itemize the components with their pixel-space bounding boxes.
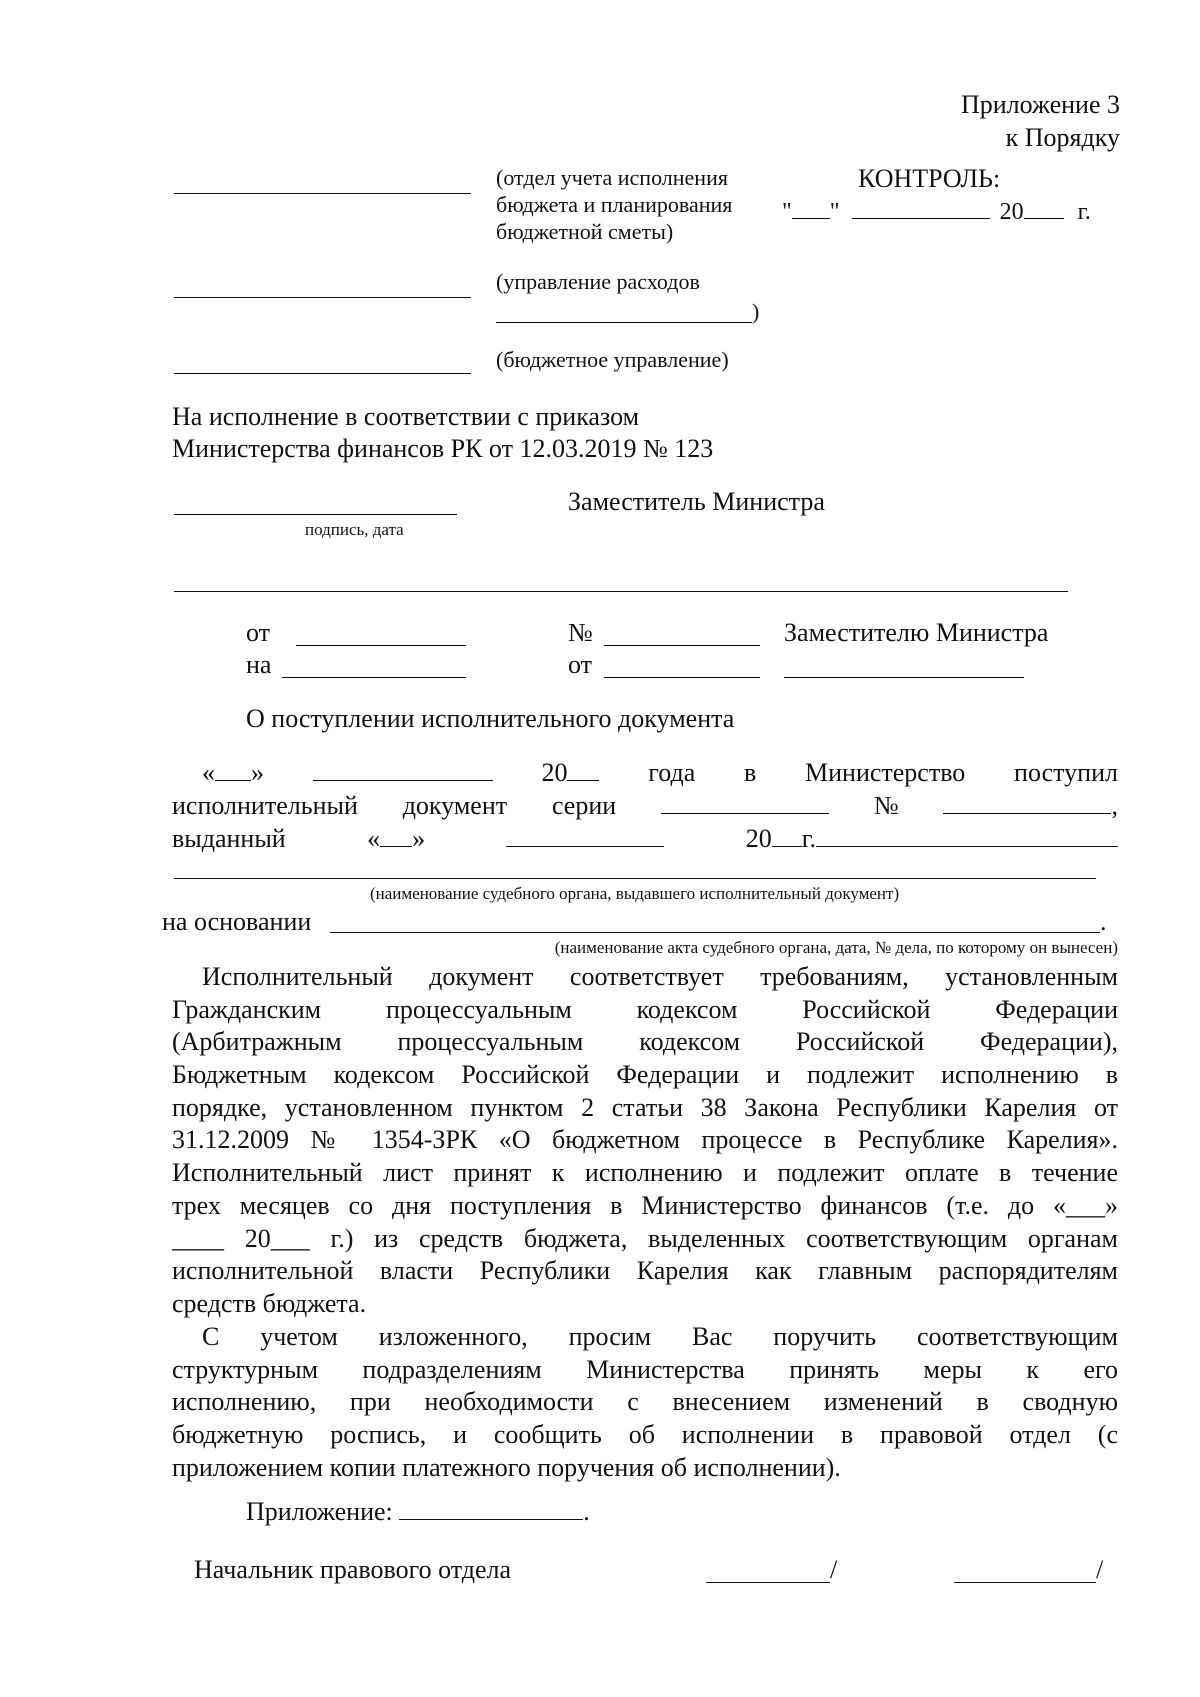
accounting-dept-signature-line	[174, 193, 471, 194]
signature-caption: подпись, дата	[305, 520, 404, 539]
issued-quote-close: »	[412, 824, 426, 853]
receipt-word-document: документ	[402, 791, 508, 820]
receipt-word-series: серии	[551, 791, 617, 820]
number-label: №	[568, 618, 593, 647]
issued-month-blank	[506, 824, 664, 847]
addressee-name-line	[784, 677, 1024, 678]
month-blank	[852, 196, 990, 219]
court-caption: (наименование судебного органа, выдавшего исполнительный документ)	[370, 884, 900, 903]
appendix-number: Приложение 3	[960, 90, 1120, 119]
basis-period: .	[1100, 907, 1107, 936]
signature-slash-2: /	[1096, 1555, 1104, 1584]
attachment-blank	[399, 1497, 583, 1520]
control-title: КОНТРОЛЬ:	[858, 164, 1001, 193]
receipt-word-ministry: Министерство	[805, 758, 966, 787]
body-paragraph-2	[172, 1321, 1118, 1484]
year-blank	[1024, 196, 1064, 219]
year-suffix: г.	[1077, 199, 1091, 225]
receipt-line-2	[172, 789, 1118, 822]
receipt-year-blank	[567, 758, 599, 781]
accounting-dept-label-3: бюджетной сметы)	[496, 219, 674, 244]
p1-line: средств бюджета.	[172, 1288, 367, 1318]
deputy-signature-line	[174, 514, 457, 515]
p2-line: структурным подразделениям Министерства принять меры к его	[172, 1354, 1118, 1384]
p1-line: исполнительной власти Республики Карелия как главным распорядителям	[172, 1256, 1118, 1286]
receipt-word-executive: исполнительный	[172, 791, 358, 820]
separator-line	[174, 591, 1068, 592]
head-name-line	[954, 1582, 1096, 1583]
addressee: Заместителю Министра	[784, 618, 1049, 647]
p2-line: С учетом изложенного, просим Вас поручить соответствующим	[202, 1322, 1118, 1351]
issued-rest-blank	[816, 824, 1118, 847]
appendix-reference: к Порядку	[1005, 123, 1120, 152]
receipt-quote-open: «	[202, 758, 215, 787]
date-quote-open: "	[782, 199, 792, 225]
attachment-period: .	[583, 1497, 590, 1526]
expense-dept-label: (управление расходов	[496, 269, 700, 294]
number-line	[604, 645, 760, 646]
date-quote-close: "	[829, 199, 840, 225]
p1-line: Бюджетным кодексом Российской Федерации и подлежит исполнению в	[172, 1060, 1118, 1090]
receipt-day-blank	[215, 758, 251, 781]
p1-line: Исполнительный лист принят к исполнению и подлежит оплате в течение	[172, 1158, 1118, 1188]
p1-line: 31.12.2009 № 1354-ЗРК «О бюджетном процессе в Республике Карелия».	[172, 1125, 1118, 1155]
issued-quote-open: «	[367, 824, 381, 853]
signature-slash-1: /	[830, 1555, 838, 1584]
receipt-word-in: в	[743, 758, 757, 787]
issued-year: 20	[745, 824, 772, 853]
basis-label: на основании	[162, 907, 312, 936]
letter-subject: О поступлении исполнительного документа	[246, 704, 735, 733]
attachment-label: Приложение:	[246, 1497, 393, 1526]
to-label: на	[246, 650, 272, 679]
budget-dept-signature-line	[174, 373, 471, 374]
from-date-line	[296, 645, 466, 646]
expense-dept-paren: )	[752, 299, 760, 324]
p1-line: Исполнительный документ соответствует требованиям, установленным	[202, 962, 1118, 991]
receipt-word-issued: выданный	[172, 824, 286, 853]
receipt-comma: ,	[1111, 791, 1118, 820]
receipt-word-year: года	[648, 758, 696, 787]
number-from-label: от	[568, 650, 593, 679]
to-ref-line	[282, 677, 466, 678]
expense-dept-signature-line	[174, 297, 471, 298]
head-title: Начальник правового отдела	[194, 1555, 512, 1584]
receipt-year: 20	[541, 758, 568, 787]
receipt-word-received: поступил	[1014, 758, 1118, 787]
act-caption: (наименование акта судебного органа, дата, № дела, по которому он вынесен)	[554, 938, 1118, 957]
issued-day-blank	[380, 824, 412, 847]
accounting-dept-label-1: (отдел учета исполнения	[496, 165, 728, 190]
p2-line: приложением копии платежного поручения об исполнении).	[172, 1452, 841, 1482]
p2-line: исполнению, при необходимости с внесением изменений в сводную	[172, 1387, 1118, 1417]
order-line-1: На исполнение в соответствии с приказом	[172, 402, 640, 431]
receipt-quote-close: »	[251, 758, 264, 787]
issued-year-blank	[772, 824, 802, 847]
receipt-number-sign: №	[873, 791, 899, 820]
day-blank	[792, 196, 830, 219]
document-number-blank	[943, 791, 1111, 814]
from-label: от	[246, 618, 271, 647]
receipt-line-1	[172, 756, 1118, 789]
p1-line: порядке, установленном пунктом 2 статьи 38 Закона Республики Карелия от	[172, 1092, 1118, 1122]
receipt-month-blank	[313, 758, 493, 781]
p1-line: трех месяцев со дня поступления в Министерство финансов (т.е. до «___»	[172, 1190, 1118, 1220]
deputy-title: Заместитель Министра	[568, 487, 825, 516]
series-blank	[661, 791, 829, 814]
p2-line: бюджетную роспись, и сообщить об исполнении в правовой отдел (с	[172, 1420, 1118, 1450]
attachment-line	[246, 1495, 590, 1528]
court-name-line	[174, 878, 1096, 879]
control-date	[782, 196, 1091, 227]
year-prefix: 20	[999, 199, 1024, 225]
p1-line: ____ 20___ г.) из средств бюджета, выделенных соответствующим органам	[172, 1223, 1118, 1253]
head-signature-line	[706, 1582, 830, 1583]
issued-year-g: г.	[801, 824, 816, 853]
p1-line: Гражданским процессуальным кодексом Российской Федерации	[172, 994, 1118, 1024]
number-from-line	[604, 677, 760, 678]
expense-dept-name-line	[496, 322, 752, 323]
order-line-2: Министерства финансов РК от 12.03.2019 № 123	[172, 434, 714, 463]
body-paragraph-1	[172, 961, 1118, 1321]
accounting-dept-label-2: бюджета и планирования	[496, 192, 733, 217]
budget-dept-label: (бюджетное управление)	[496, 347, 729, 372]
p1-line: (Арбитражным процессуальным кодексом Российской Федерации),	[172, 1027, 1118, 1057]
basis-act-line	[330, 932, 1100, 933]
receipt-line-3	[172, 822, 1118, 855]
